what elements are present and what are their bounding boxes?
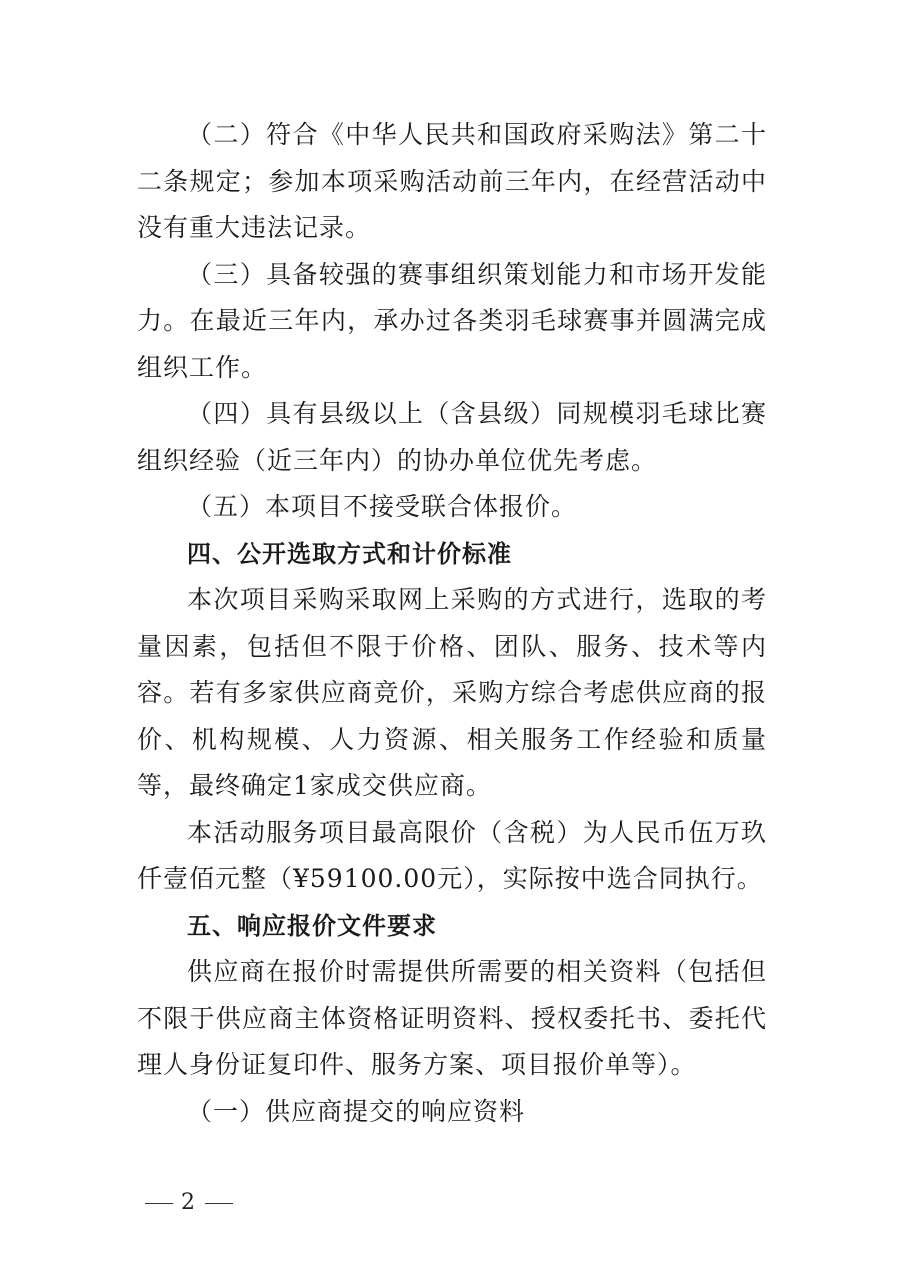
paragraph-qualification-4: （四）具有县级以上（含县级）同规模羽毛球比赛组织经验（近三年内）的协办单位优先考虑。 bbox=[137, 399, 767, 475]
paragraph-price-limit: 本活动服务项目最高限价（含税）为人民币伍万玖仟壹佰元整（¥59100.00元），实际按中选合同执行。 bbox=[137, 817, 767, 893]
dash-left bbox=[145, 1203, 173, 1204]
document-body bbox=[137, 112, 767, 1135]
paragraph-qualification-5: （五）本项目不接受联合体报价。 bbox=[187, 492, 578, 521]
paragraph-document-requirements: 供应商在报价时需提供所需要的相关资料（包括但不限于供应商主体资格证明资料、授权委托书、委托代理人身份证复印件、服务方案、项目报价单等）。 bbox=[137, 957, 767, 1079]
paragraph-qualification-3: （三）具备较强的赛事组织策划能力和市场开发能力。在最近三年内，承办过各类羽毛球赛事并圆满完成组织工作。 bbox=[137, 259, 767, 382]
paragraph-selection-method: 本次项目采购采取网上采购的方式进行，选取的考量因素，包括但不限于价格、团队、服务、技术等内容。若有多家供应商竞价，采购方综合考虑供应商的报价、机构规模、人力资源、相关服务工作经验和质量等，最终确定1家成交供应商。 bbox=[137, 585, 767, 800]
section-heading-5: 五、响应报价文件要求 bbox=[187, 911, 437, 940]
paragraph-qualification-2: （二）符合《中华人民共和国政府采购法》第二十二条规定；参加本项采购活动前三年内，在经营活动中没有重大违法记录。 bbox=[137, 120, 767, 242]
section-heading-4: 四、公开选取方式和计价标准 bbox=[187, 539, 512, 568]
dash-right bbox=[205, 1203, 233, 1204]
page-number: 2 bbox=[181, 1190, 197, 1215]
page-footer bbox=[137, 1190, 241, 1215]
paragraph-submitted-materials: （一）供应商提交的响应资料 bbox=[187, 1096, 526, 1126]
